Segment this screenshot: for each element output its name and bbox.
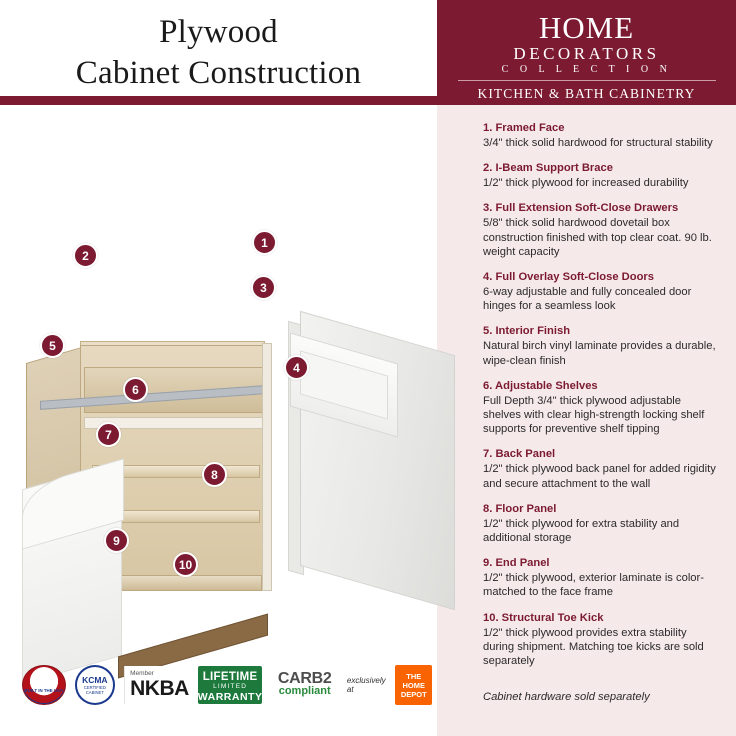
feature-title-5 (483, 324, 720, 338)
feature-number-4: 4. (483, 271, 493, 284)
callout-badge-2: 2 (73, 243, 98, 268)
feature-item-10 (483, 611, 720, 669)
feature-title-6 (483, 379, 720, 393)
page-title (0, 12, 437, 94)
feature-number-1: 1. (483, 122, 493, 134)
feature-label-1: Framed Face (495, 122, 565, 134)
built-in-the-usa-text: BUILT IN THE USA (24, 688, 64, 693)
title-block (0, 0, 437, 104)
kcma-certified-seal (75, 665, 116, 705)
feature-desc-5: Natural birch vinyl laminate provides a durable, wipe-clean finish (483, 340, 716, 367)
kcma-sublabel: CERTIFIED CABINET (83, 684, 106, 695)
feature-desc-7: 1/2" thick plywood back panel for added rigidity and secure attachment to the wall (483, 463, 716, 490)
feature-label-10: Structural Toe Kick (501, 611, 604, 624)
feature-item-1 (483, 121, 720, 150)
page-title-line2: Cabinet Construction (75, 55, 362, 91)
feature-desc-2: 1/2" thick plywood for increased durability (483, 177, 689, 190)
feature-desc-8: 1/2" thick plywood for extra stability and additional storage (483, 517, 680, 545)
feature-label-3: Full Extension Soft-Close Drawers (495, 202, 679, 215)
brand-tagline: KITCHEN & BATH CABINETRY (477, 86, 696, 101)
callout-badge-10: 10 (173, 552, 198, 577)
feature-title-10 (483, 611, 720, 625)
feature-desc-1: 3/4" thick solid hardwood for structural stability (483, 137, 713, 149)
callout-badge-6: 6 (123, 377, 148, 402)
lifetime-limited-warranty-badge (198, 666, 263, 704)
nkba-name: NKBA (130, 676, 189, 700)
home-depot-logo (395, 665, 432, 705)
carb2-sublabel: compliant (278, 685, 331, 697)
brand-name-collection: C O L L E C T I O N (501, 64, 672, 75)
nkba-member-label: Member (130, 669, 154, 677)
page-title-line1: Plywood (159, 14, 278, 50)
feature-title-1 (483, 121, 720, 135)
kcma-label: KCMA (82, 674, 108, 685)
hardware-footnote: Cabinet hardware sold separately (483, 691, 650, 703)
built-in-the-usa-seal (22, 665, 66, 705)
feature-title-8 (483, 502, 720, 516)
feature-number-10: 10. (483, 611, 499, 624)
certification-logos (22, 660, 432, 710)
brand-divider (458, 80, 716, 81)
feature-number-8: 8. (483, 502, 493, 515)
feature-label-2: I-Beam Support Brace (495, 162, 613, 175)
callout-badge-4: 4 (284, 355, 309, 380)
feature-label-7: Back Panel (495, 448, 556, 461)
callout-badge-3: 3 (251, 275, 276, 300)
cabinet-right-face-stile (262, 343, 272, 591)
brand-logo-block (437, 0, 736, 105)
feature-number-3: 3. (483, 202, 493, 215)
feature-number-9: 9. (483, 557, 493, 570)
feature-label-6: Adjustable Shelves (495, 379, 598, 392)
callout-badge-8: 8 (202, 462, 227, 487)
feature-item-2 (483, 161, 720, 190)
home-depot-name: HOME DEPOT (400, 680, 427, 699)
cabinet-diagram (0, 105, 437, 736)
feature-title-4 (483, 270, 720, 284)
feature-title-7 (483, 447, 720, 461)
features-panel (437, 105, 736, 736)
feature-number-6: 6. (483, 379, 493, 392)
callout-badge-1: 1 (252, 230, 277, 255)
feature-item-4 (483, 270, 720, 313)
warranty-line2: LIMITED (213, 683, 248, 690)
callout-badge-5: 5 (40, 333, 65, 358)
callout-badge-7: 7 (96, 422, 121, 447)
feature-number-7: 7. (483, 448, 493, 461)
feature-item-6 (483, 379, 720, 437)
feature-item-3 (483, 201, 720, 259)
warranty-line3: WARRANTY (197, 691, 263, 703)
feature-label-4: Full Overlay Soft-Close Doors (495, 271, 654, 284)
feature-label-9: End Panel (495, 557, 550, 570)
feature-title-2 (483, 161, 720, 175)
feature-title-3 (483, 201, 720, 215)
feature-item-9 (483, 556, 720, 599)
warranty-line1: LIFETIME (202, 671, 258, 683)
feature-label-5: Interior Finish (495, 325, 571, 338)
feature-number-5: 5. (483, 325, 493, 338)
feature-item-5 (483, 324, 720, 367)
feature-desc-6: Full Depth 3/4" thick plywood adjustable shelves with clear high-strength locking shelf supports for preventive shelf tipping (483, 394, 705, 436)
feature-item-7 (483, 447, 720, 490)
nkba-member-logo (124, 666, 189, 704)
feature-title-9 (483, 556, 720, 570)
exclusively-at-label: exclusively at (346, 676, 386, 694)
carb2-label: CARB2 (277, 670, 332, 687)
home-depot-the: THE (406, 671, 422, 681)
carb2-compliant-logo (271, 666, 337, 704)
title-divider-rule (0, 96, 437, 105)
feature-number-2: 2. (483, 162, 493, 175)
feature-desc-10: 1/2" thick plywood provides extra stability during shipment. Matching toe kicks are sold separately (483, 626, 704, 668)
feature-desc-3: 5/8" thick solid hardwood dovetail box construction finished with top clear coat. 90 lb. weight capacity (483, 217, 712, 258)
brand-name-home: HOME (538, 10, 635, 45)
feature-desc-9: 1/2" thick plywood, exterior laminate is color-matched to the face frame (483, 572, 704, 599)
feature-item-8 (483, 502, 720, 545)
feature-desc-4: 6-way adjustable and fully concealed door hinges for a seamless look (483, 286, 692, 313)
brand-name-decorators: DECORATORS (513, 44, 660, 63)
callout-badge-9: 9 (104, 528, 129, 553)
feature-label-8: Floor Panel (495, 502, 557, 515)
